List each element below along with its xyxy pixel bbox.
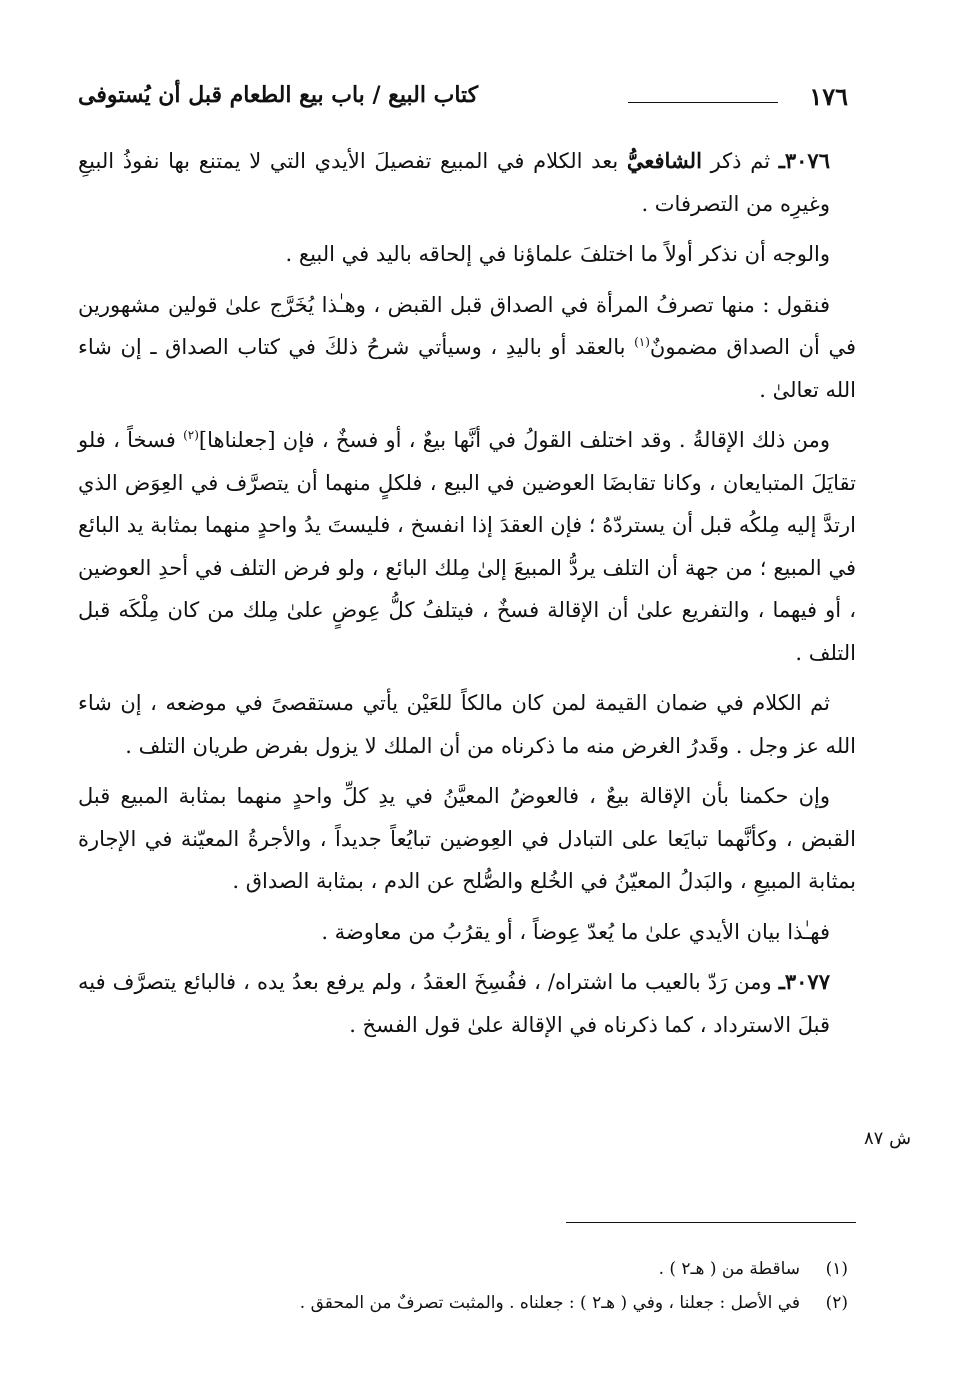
paragraph-text: ومن ذلك الإقالةُ . وقد اختلف القولُ في أنَّها بيعٌ ، أو فسخٌ ، فإن [جعلناها] <box>198 428 830 452</box>
paragraph-text: والوجه أن نذكر أولاً ما اختلفَ علماؤنا في إلحاقه باليد في البيع . <box>285 242 830 266</box>
paragraph-text: ثم الكلام في ضمان القيمة لمن كان مالكاً للعَيْن يأتي مستقصىً في موضعه ، إن شاء الله عز وجل . وقَدرُ الغرض منه ما ذكرناه من أن الملك لا يزول بفرض طريان التلف . <box>78 691 856 758</box>
scholar-name: الشافعيُّ <box>626 148 702 173</box>
manuscript-margin-note: ش ٨٧ <box>864 1128 912 1149</box>
issue-number: ٣٠٧٧ـ <box>778 969 830 994</box>
paragraph-text: بعد الكلام في المبيع تفصيلَ الأيدي التي لا يمتنع بها نفوذُ البيعِ وغيرِه من التصرفات . <box>78 149 830 216</box>
page-header <box>78 80 848 120</box>
paragraph <box>78 233 856 276</box>
footnote-ref-1[interactable]: (١) <box>634 335 650 349</box>
paragraph-text: فنقول : منها تصرفُ المرأة في الصداق قبل القبض ، وهـٰذا يُخَرَّج علىٰ قولين مشهورين في أن الصداق مضمونٌ <box>78 292 856 359</box>
paragraph-3077 <box>78 961 856 1046</box>
paragraph-lead: ثم ذكر <box>701 149 779 173</box>
footnote-number: (٢) <box>825 1293 848 1313</box>
footnote-divider <box>566 1222 856 1223</box>
paragraph <box>78 419 856 674</box>
paragraph-text: ومن رَدّ بالعيب ما اشتراه/ ، ففُسِخَ العقدُ ، ولم يرفع بعدُ يده ، فالبائع يتصرَّف فيه قبلَ الاسترداد ، كما ذكرناه في الإقالة علىٰ قول الفسخ . <box>78 970 830 1037</box>
footnote-text: في الأصل : جعلنا ، وفي ( هـ٢ ) : جعلناه . والمثبت تصرفٌ من المحقق . <box>299 1293 800 1313</box>
issue-number: ٣٠٧٦ـ <box>778 148 830 173</box>
footnote-1 <box>78 1252 848 1286</box>
footnote-number: (١) <box>825 1259 848 1279</box>
footnote-ref-2[interactable]: (٢) <box>183 428 199 442</box>
paragraph-text: وإن حكمنا بأن الإقالة بيعٌ ، فالعوضُ المعيَّنُ في يدِ كلِّ واحدٍ منهما بمثابة المبيع قبل القبض ، وكأنَّهما تبايَعا على التبادل في العِوضين تبايُعاً جديداً ، والأجرةُ المعيّنة في الإجارة بمثابة المبيعِ ، والبَدلُ المعيّنُ في الخُلع والصُّلح عن الدم ، بمثابة الصداق . <box>78 784 856 893</box>
paragraph-text: فسخاً ، فلو تقايَلَ المتبايعان ، وكانا تقابضَا العوضين في البيع ، فلكلٍ منهما أن يتصرَّف في العِوَض الذي ارتدَّ إليه مِلكُه قبل أن يستردّهُ ؛ فإن العقدَ إذا انفسخ ، فليستَ يدُ واحدٍ منهما بمثابة يد البائع في المبيع ؛ من جهة أن التلف يردُّ المبيعَ إلىٰ مِلك البائع ، ولو فرض التلف في أحدِ العوضين ، أو فيهما ، والتفريع علىٰ أن الإقالة فسخٌ ، فيتلفُ كلُّ عِوضٍ علىٰ مِلك من كان مِلْكَه قبل التلف . <box>78 428 856 665</box>
footnote-text: ساقطة من ( هـ٢ ) . <box>658 1259 800 1279</box>
paragraph <box>78 911 856 954</box>
paragraph-text: فهـٰذا بيان الأيدي علىٰ ما يُعدّ عِوضاً ، أو يقرُبُ من معاوضة . <box>321 919 830 944</box>
paragraph-3076 <box>78 140 856 225</box>
footnotes <box>78 1252 848 1320</box>
header-rule <box>628 102 778 103</box>
running-title: كتاب البيع / باب بيع الطعام قبل أن يُستوفى <box>78 82 479 108</box>
page-number: ١٧٦ <box>809 82 848 111</box>
paragraph <box>78 682 856 767</box>
paragraph <box>78 775 856 903</box>
paragraph-text: بالعقد أو باليدِ ، وسيأتي شرحُ ذلكَ في كتاب الصداق ـ إن شاء الله تعالىٰ . <box>78 335 856 402</box>
paragraph <box>78 284 856 412</box>
footnote-2 <box>78 1286 848 1320</box>
main-text <box>78 140 856 1054</box>
